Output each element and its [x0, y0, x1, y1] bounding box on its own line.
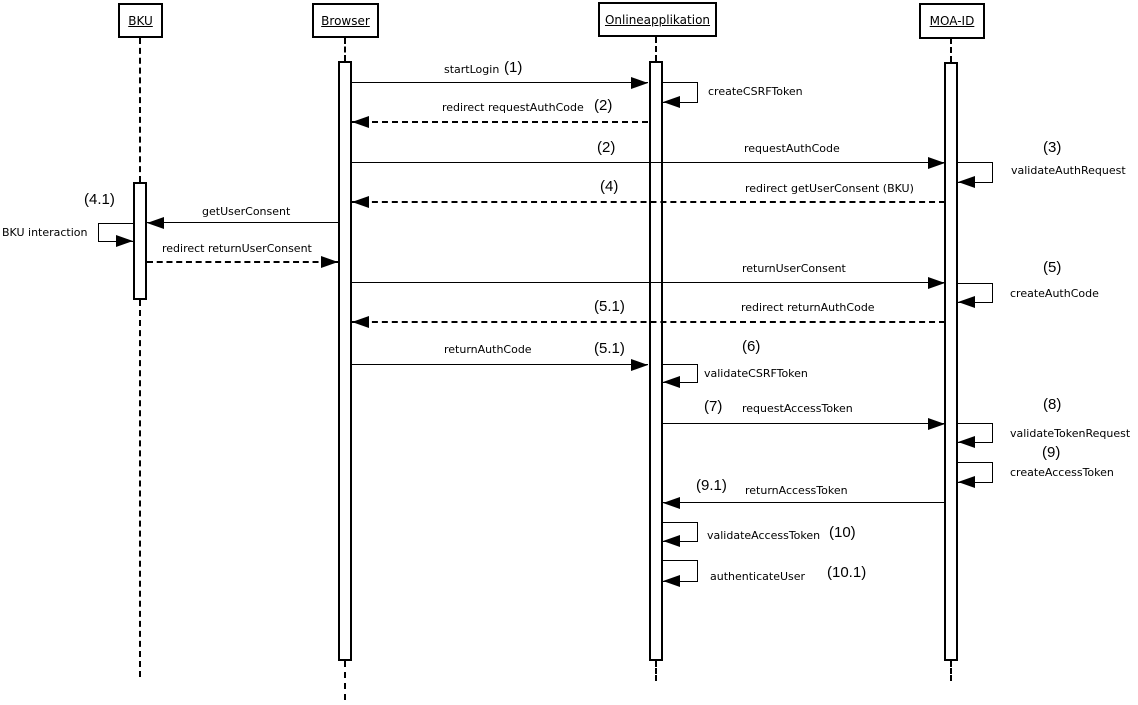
arrowhead-left-icon [352, 196, 369, 208]
message-num-return-access-token: (9.1) [696, 477, 727, 494]
arrowhead-left-icon [147, 217, 164, 229]
message-line-redirect-request-auth-code [352, 121, 648, 123]
message-line-get-user-consent [147, 222, 338, 223]
message-line-return-user-consent [352, 282, 945, 283]
arrowhead-left-icon [663, 96, 680, 108]
message-num-return-auth-code: (5.1) [594, 340, 625, 357]
message-num-request-auth-code: (2) [597, 139, 616, 156]
activation-bar-onlineapplikation [649, 61, 663, 661]
message-num-redirect-get-user-consent: (4) [600, 178, 619, 195]
message-num-request-access-token: (7) [704, 398, 723, 415]
message-label-request-access-token: requestAccessToken [742, 402, 853, 415]
arrowhead-left-icon [663, 575, 680, 587]
message-line-return-access-token [663, 502, 945, 503]
participant-label-bku: BKU [128, 13, 153, 28]
arrowhead-left-icon [663, 497, 680, 509]
message-num-validate-auth-request: (3) [1043, 139, 1062, 156]
arrowhead-left-icon [958, 176, 975, 188]
participant-label-onlineapplikation: Onlineapplikation [604, 12, 711, 27]
message-line-redirect-return-user-consent [147, 261, 338, 263]
lifeline-moa-id-lower [950, 661, 952, 681]
message-num-create-access-token: (9) [1042, 444, 1061, 461]
message-label-start-login: startLogin [444, 63, 500, 76]
message-label-redirect-get-user-consent: redirect getUserConsent (BKU) [745, 182, 914, 195]
arrowhead-left-icon [958, 436, 975, 448]
arrowhead-right-icon [928, 418, 945, 430]
message-label-create-auth-code: createAuthCode [1010, 287, 1099, 300]
arrowhead-left-icon [663, 376, 680, 388]
message-label-get-user-consent: getUserConsent [202, 205, 291, 218]
message-label-request-auth-code: requestAuthCode [744, 142, 840, 155]
lifeline-browser-upper [344, 38, 346, 61]
message-label-validate-access-token: validateAccessToken [707, 529, 821, 542]
arrowhead-left-icon [958, 296, 975, 308]
message-line-redirect-get-user-consent [352, 201, 945, 203]
arrowhead-right-icon [631, 359, 648, 371]
message-label-create-access-token: createAccessToken [1010, 466, 1114, 479]
arrowhead-right-icon [928, 157, 945, 169]
message-num-redirect-request-auth-code: (2) [594, 97, 613, 114]
message-num-validate-token-request: (8) [1043, 396, 1062, 413]
activation-bar-browser [338, 61, 352, 661]
arrowhead-right-icon [116, 235, 133, 247]
message-num-create-auth-code: (5) [1043, 259, 1062, 276]
arrowhead-right-icon [631, 77, 648, 89]
lifeline-browser-lower [344, 661, 346, 700]
lifeline-onlineapplikation-lower [655, 661, 657, 681]
participant-box-bku [118, 3, 163, 38]
message-label-validate-csrf-token: validateCSRFToken [704, 367, 808, 380]
message-line-start-login [352, 82, 648, 83]
message-line-request-access-token [663, 423, 945, 424]
message-num-validate-access-token: (10) [829, 524, 856, 541]
message-label-create-csrf-token: createCSRFToken [708, 85, 803, 98]
participant-label-moa-id: MOA-ID [929, 14, 975, 28]
message-line-request-auth-code [352, 162, 945, 163]
message-num-redirect-return-auth-code: (5.1) [594, 298, 625, 315]
participant-label-browser: Browser [321, 13, 370, 28]
lifeline-bku-lower [139, 300, 141, 677]
lifeline-onlineapplikation-upper [655, 37, 657, 61]
lifeline-moa-id-upper [950, 38, 952, 62]
message-num-authenticate-user: (10.1) [827, 564, 867, 581]
message-line-redirect-return-auth-code [352, 321, 945, 323]
message-label-authenticate-user: authenticateUser [710, 570, 806, 583]
participant-box-moa-id [919, 3, 985, 39]
message-num-bku-interaction: (4.1) [84, 191, 115, 208]
participant-box-onlineapplikation [598, 2, 717, 37]
message-label-redirect-request-auth-code: redirect requestAuthCode [442, 101, 584, 114]
arrowhead-right-icon [928, 277, 945, 289]
message-label-bku-interaction: BKU interaction [2, 226, 88, 239]
arrowhead-left-icon [352, 116, 369, 128]
arrowhead-left-icon [352, 316, 369, 328]
lifeline-bku-upper [139, 38, 141, 182]
arrowhead-right-icon [321, 256, 338, 268]
message-label-return-access-token: returnAccessToken [745, 484, 848, 497]
activation-bar-moa-id [944, 62, 958, 661]
message-label-return-auth-code: returnAuthCode [444, 343, 532, 356]
activation-bar-bku [133, 182, 147, 300]
message-label-redirect-return-user-consent: redirect returnUserConsent [162, 242, 312, 255]
arrowhead-left-icon [663, 535, 680, 547]
arrowhead-left-icon [958, 476, 975, 488]
message-num-start-login: (1) [504, 59, 523, 76]
message-label-validate-auth-request: validateAuthRequest [1011, 164, 1126, 177]
participant-box-browser [312, 3, 379, 38]
message-label-return-user-consent: returnUserConsent [742, 262, 846, 275]
message-label-validate-token-request: validateTokenRequest [1010, 427, 1131, 440]
message-line-return-auth-code [352, 364, 648, 365]
message-num-validate-csrf-token: (6) [742, 338, 761, 355]
message-label-redirect-return-auth-code: redirect returnAuthCode [741, 301, 875, 314]
